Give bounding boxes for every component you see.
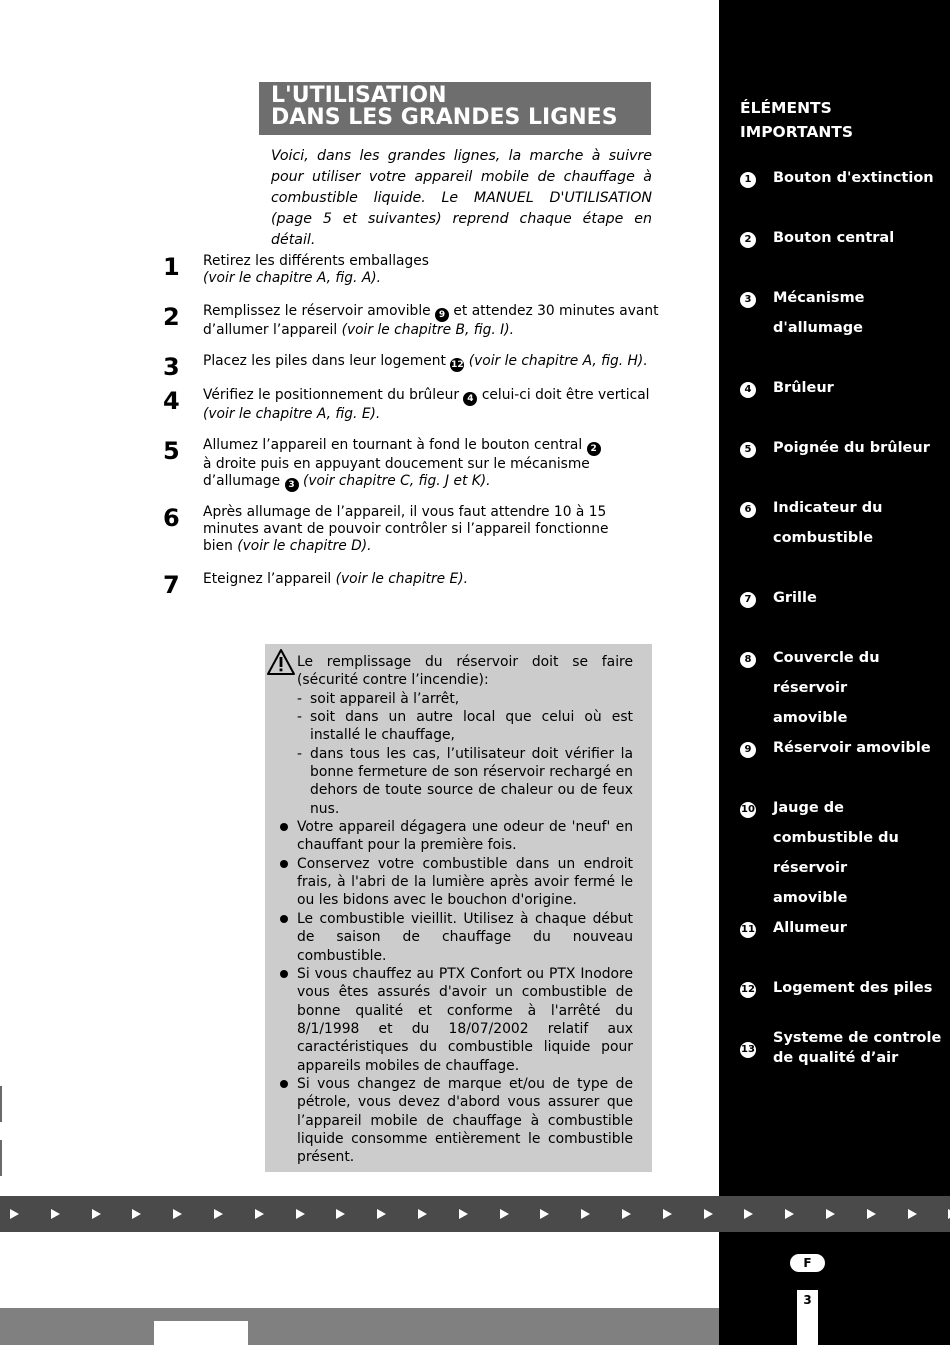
step-number: 1 — [163, 253, 180, 281]
triangle-right-icon — [744, 1209, 753, 1219]
triangle-right-icon — [10, 1209, 19, 1219]
section-title-line1: L'UTILISATION — [271, 83, 447, 108]
triangle-right-icon — [500, 1209, 509, 1219]
warning-bullet-item — [297, 855, 633, 910]
part-item — [739, 283, 944, 353]
steps-list — [160, 250, 660, 600]
part-number-badge: 1 — [740, 172, 756, 188]
part-item — [739, 643, 944, 726]
step-instruction-cont: et attendez 30 minutes avant d’allumer l’appareil — [203, 303, 659, 338]
step-reference: (voir chapitre C, fig. J et K). — [302, 473, 491, 489]
part-number-badge: 3 — [740, 292, 756, 308]
step-text — [203, 437, 603, 492]
step-text — [203, 387, 663, 423]
triangle-right-icon — [663, 1209, 672, 1219]
bullet-icon — [280, 860, 288, 868]
bullet-text: Si vous chauffez au PTX Confort ou PTX Inodore vous êtes assurés d'avoir un combustible de bonne qualité et conforme à l'arrêté du 8/1/1998 et du 18/07/2002 relatif aux caractéristiques du combustible liquide pour appareils mobiles de chauffage. — [297, 965, 633, 1074]
bottom-bar — [0, 1308, 719, 1345]
step-reference: (voir le chapitre D). — [237, 538, 372, 554]
step-instruction: Remplissez le réservoir amovible — [203, 303, 431, 319]
step-text — [203, 571, 663, 588]
step-reference: (voir le chapitre A, fig. A). — [203, 270, 382, 286]
triangle-right-icon — [255, 1209, 264, 1219]
part-number-badge: 8 — [740, 652, 756, 668]
step-reference: (voir le chapitre B, fig. I). — [341, 322, 514, 338]
sidebar-title-line2: IMPORTANTS — [740, 123, 854, 141]
edge-mark — [0, 1086, 2, 1122]
triangle-right-icon — [459, 1209, 468, 1219]
step-instruction: Après allumage de l’appareil, il vous faut attendre 10 à 15 minutes avant de pouvoir contrôler si l’appareil fonctionne bien — [203, 504, 609, 554]
triangle-right-icon — [867, 1209, 876, 1219]
warning-intro: Le remplissage du réservoir doit se faire (sécurité contre l’incendie): — [297, 654, 633, 689]
step-text — [203, 303, 663, 339]
part-label: Mécanisme d'allumage — [773, 290, 865, 336]
step-reference: (voir le chapitre E). — [335, 571, 469, 587]
part-number-badge: 5 — [740, 442, 756, 458]
part-callout-badge: 4 — [463, 392, 477, 406]
sidebar-title-line1: ÉLÉMENTS — [740, 99, 832, 117]
triangle-right-icon — [826, 1209, 835, 1219]
language-badge: F — [790, 1254, 825, 1272]
triangle-right-icon — [418, 1209, 427, 1219]
warning-bullet-item — [297, 818, 633, 855]
part-number-badge: 7 — [740, 592, 756, 608]
step-instruction: Eteignez l’appareil — [203, 571, 332, 587]
step-number: 6 — [163, 504, 180, 532]
bullet-text: Si vous changez de marque et/ou de type de pétrole, vous devez d'abord vous assurer que l’appareil mobile de chauffage à combustible liquide consomme entièrement le combustible présent. — [297, 1075, 633, 1166]
part-number-badge: 13 — [740, 1042, 756, 1058]
triangle-right-icon — [622, 1209, 631, 1219]
step-number: 2 — [163, 303, 180, 331]
part-item — [739, 1028, 944, 1098]
part-callout-badge: 9 — [435, 308, 449, 322]
triangle-right-icon — [540, 1209, 549, 1219]
triangle-right-icon — [704, 1209, 713, 1219]
intro-paragraph: Voici, dans les grandes lignes, la marche à suivre pour utiliser votre appareil mobile de chauffage à combustible liquide. Le MANUEL D'UTILISATION (page 5 et suivantes) reprend chaque étape en détail. — [271, 148, 652, 248]
triangle-right-icon — [51, 1209, 60, 1219]
step-reference: (voir le chapitre A, fig. E). — [203, 406, 381, 422]
parts-list — [719, 0, 950, 1150]
part-label: Indicateur du combustible — [773, 500, 883, 546]
dash-mark: - — [297, 690, 303, 707]
dash-item-text: soit dans un autre local que celui où est installé le chauffage, — [310, 709, 633, 744]
bullet-icon — [280, 915, 288, 923]
triangle-right-icon — [92, 1209, 101, 1219]
step-text — [203, 353, 663, 372]
triangle-right-icon — [173, 1209, 182, 1219]
part-label: Allumeur — [773, 920, 847, 936]
triangle-right-icon — [132, 1209, 141, 1219]
part-label: Jauge de combustible du réservoir amovible — [773, 800, 899, 906]
part-number-badge: 11 — [740, 922, 756, 938]
step-instruction: Placez les piles dans leur logement — [203, 353, 446, 369]
bullet-icon — [280, 970, 288, 978]
triangle-right-icon — [581, 1209, 590, 1219]
safety-warning-box — [265, 644, 652, 1172]
warning-text — [297, 653, 633, 1167]
part-item — [739, 793, 944, 906]
part-callout-badge: 12 — [451, 360, 464, 370]
triangle-right-icon — [908, 1209, 917, 1219]
bullet-text: Le combustible vieillit. Utilisez à chaque début de saison de chauffage du nouveau combustible. — [297, 910, 633, 964]
bullet-icon — [280, 823, 288, 831]
part-label: Bouton d'extinction — [773, 170, 934, 186]
warning-triangle-icon — [266, 648, 296, 676]
warning-dash-item — [297, 745, 633, 818]
part-label: Systeme de controle de qualité d’air — [773, 1030, 942, 1066]
step-number: 7 — [163, 571, 180, 599]
step-number: 3 — [163, 353, 180, 381]
dash-mark: - — [297, 745, 303, 762]
part-label: Brûleur — [773, 380, 834, 396]
step-text — [203, 504, 633, 555]
dash-item-text: dans tous les cas, l’utilisateur doit vérifier la bonne fermeture de son réservoir rechargé en dehors de toute source de chaleur ou de feux nus. — [310, 745, 633, 817]
important-elements-sidebar — [719, 0, 950, 1345]
step-number: 5 — [163, 437, 180, 465]
bottom-bar-tab — [154, 1321, 248, 1345]
part-number-badge: 10 — [740, 802, 756, 818]
step-instruction: Retirez les différents emballages — [203, 253, 429, 269]
part-label: Couvercle du réservoir amovible — [773, 650, 880, 726]
part-label: Bouton central — [773, 230, 895, 246]
section-title-banner — [259, 82, 651, 135]
bullet-text: Conservez votre combustible dans un endroit frais, à l'abri de la lumière après avoir fermé le ou les bidons avec le bouchon d'origine. — [297, 855, 633, 909]
part-callout-badge: 2 — [587, 442, 601, 456]
part-number-badge: 6 — [740, 502, 756, 518]
step-reference: (voir le chapitre A, fig. H). — [468, 353, 648, 369]
triangle-right-icon — [296, 1209, 305, 1219]
part-label: Réservoir amovible — [773, 740, 931, 756]
decorative-arrow-strip — [0, 1196, 950, 1232]
warning-bullet-item — [297, 1075, 633, 1167]
warning-bullet-item — [297, 965, 633, 1075]
part-item — [739, 493, 944, 563]
part-label: Poignée du brûleur — [773, 440, 930, 456]
step-instruction-cont: celui-ci doit être vertical — [481, 387, 650, 403]
step-text — [203, 253, 663, 287]
dash-mark: - — [297, 709, 303, 726]
part-label: Grille — [773, 590, 817, 606]
triangle-right-icon — [377, 1209, 386, 1219]
warning-dash-item — [297, 690, 633, 708]
triangle-right-icon — [785, 1209, 794, 1219]
page-number: 3 — [803, 1293, 812, 1307]
step-number: 4 — [163, 387, 180, 415]
page-number-box — [797, 1290, 818, 1345]
part-number-badge: 12 — [740, 982, 756, 998]
part-number-badge: 9 — [740, 742, 756, 758]
triangle-right-icon — [214, 1209, 223, 1219]
bullet-text: Votre appareil dégagera une odeur de 'neuf' en chauffant pour la première fois. — [297, 819, 633, 854]
step-instruction: Allumez l’appareil en tournant à fond le bouton central — [203, 437, 583, 453]
part-number-badge: 2 — [740, 232, 756, 248]
part-number-badge: 4 — [740, 382, 756, 398]
part-label: Logement des piles — [773, 980, 933, 996]
step-instruction: Vérifiez le positionnement du brûleur — [203, 387, 460, 403]
dash-item-text: soit appareil à l’arrêt, — [310, 690, 460, 707]
section-title-line2: DANS LES GRANDES LIGNES — [271, 105, 618, 130]
bullet-icon — [280, 1080, 288, 1088]
warning-dash-item — [297, 708, 633, 745]
edge-mark — [0, 1140, 2, 1176]
step-instruction-cont: à droite puis en appuyant doucement sur le mécanisme d’allumage — [203, 456, 590, 489]
part-callout-badge: 3 — [285, 478, 299, 492]
triangle-right-icon — [336, 1209, 345, 1219]
warning-bullet-item — [297, 910, 633, 965]
